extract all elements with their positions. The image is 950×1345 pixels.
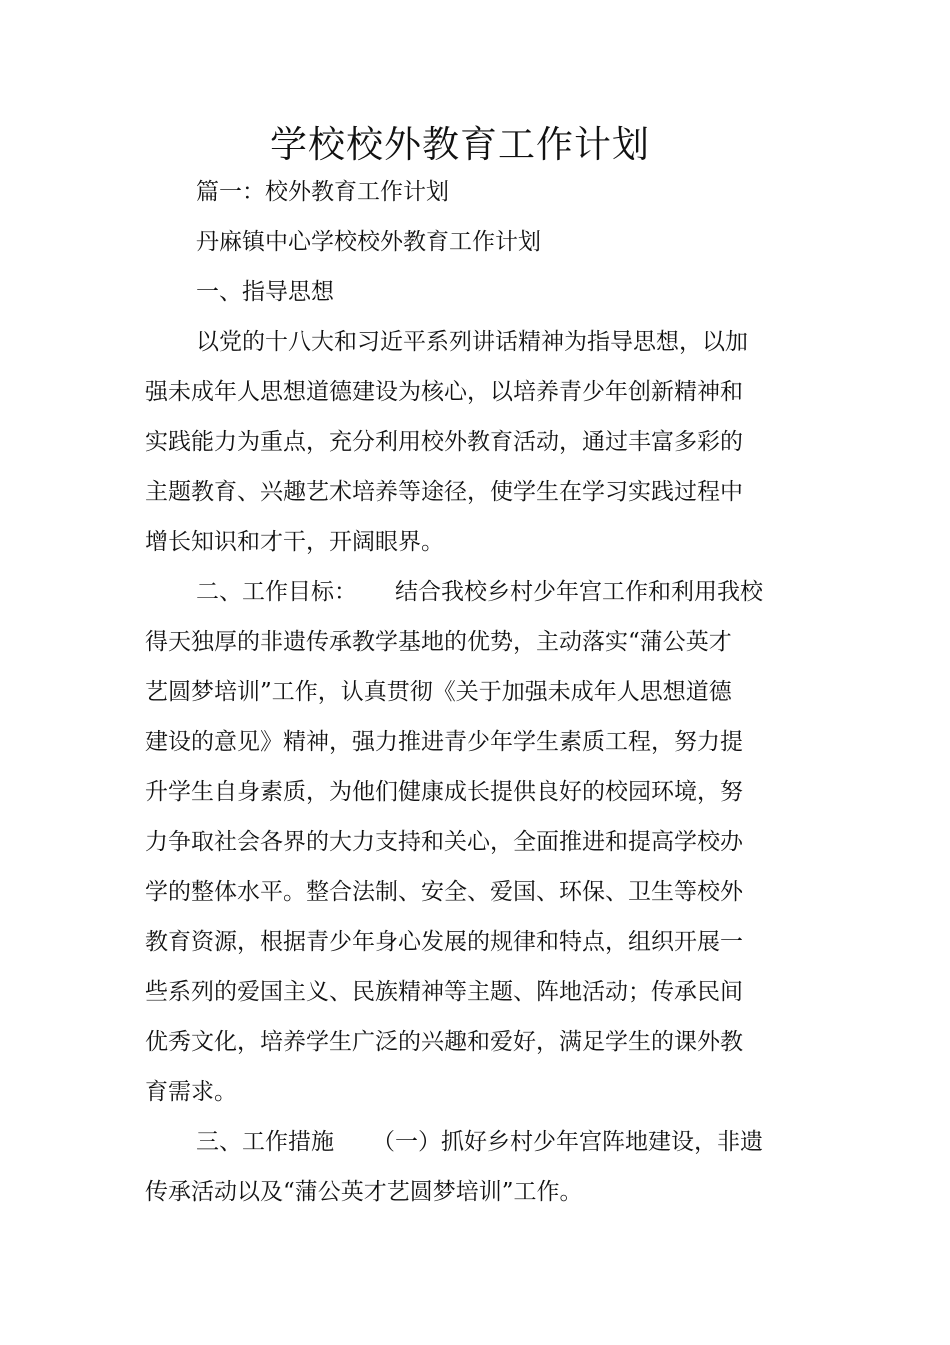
section-2-first-text: 结合我校乡村少年宫工作和利用我校 xyxy=(395,579,763,605)
section-2-line: 学的整体水平。整合法制、安全、爱国、环保、卫生等校外 xyxy=(145,879,743,905)
section-2-line: 得天独厚的非遗传承教学基地的优势，主动落实“蒲公英才 xyxy=(145,629,732,655)
section-2-line: 优秀文化，培养学生广泛的兴趣和爱好，满足学生的课外教 xyxy=(145,1029,743,1055)
section-1-line: 强未成年人思想道德建设为核心，以培养青少年创新精神和 xyxy=(145,379,743,405)
section-1-line: 实践能力为重点，充分利用校外教育活动，通过丰富多彩的 xyxy=(145,429,743,455)
section-2-first-line xyxy=(196,577,763,607)
section-3-first-text: （一）抓好乡村少年宫阵地建设，非遗 xyxy=(372,1129,763,1155)
section-2-line: 教育资源，根据青少年身心发展的规律和特点，组织开展一 xyxy=(145,929,743,955)
section-2-line: 些系列的爱国主义、民族精神等主题、阵地活动；传承民间 xyxy=(145,979,743,1005)
section-2-line: 育需求。 xyxy=(145,1079,237,1105)
section-2-line: 升学生自身素质，为他们健康成长提供良好的校园环境，努 xyxy=(145,779,743,805)
section-2-heading: 二、工作目标： xyxy=(196,579,357,605)
section-1-line: 主题教育、兴趣艺术培养等途径，使学生在学习实践过程中 xyxy=(145,479,743,505)
section-3-line: 传承活动以及“蒲公英才艺圆梦培训”工作。 xyxy=(145,1179,583,1205)
document-subtitle: 篇一：校外教育工作计划 xyxy=(196,179,449,205)
section-1-line: 增长知识和才干，开阔眼界。 xyxy=(145,529,444,555)
section-3-first-line xyxy=(196,1127,763,1157)
document-title: 学校校外教育工作计划 xyxy=(270,123,650,166)
organization-title: 丹麻镇中心学校校外教育工作计划 xyxy=(196,229,541,255)
section-1-line: 以党的十八大和习近平系列讲话精神为指导思想，以加 xyxy=(196,329,748,355)
section-2-line: 艺圆梦培训”工作，认真贯彻《关于加强未成年人思想道德 xyxy=(145,679,732,705)
section-2-line: 建设的意见》精神，强力推进青少年学生素质工程，努力提 xyxy=(145,729,743,755)
section-3-heading: 三、工作措施 xyxy=(196,1129,334,1155)
section-2-line: 力争取社会各界的大力支持和关心，全面推进和提高学校办 xyxy=(145,829,743,855)
section-1-heading: 一、指导思想 xyxy=(196,279,334,305)
